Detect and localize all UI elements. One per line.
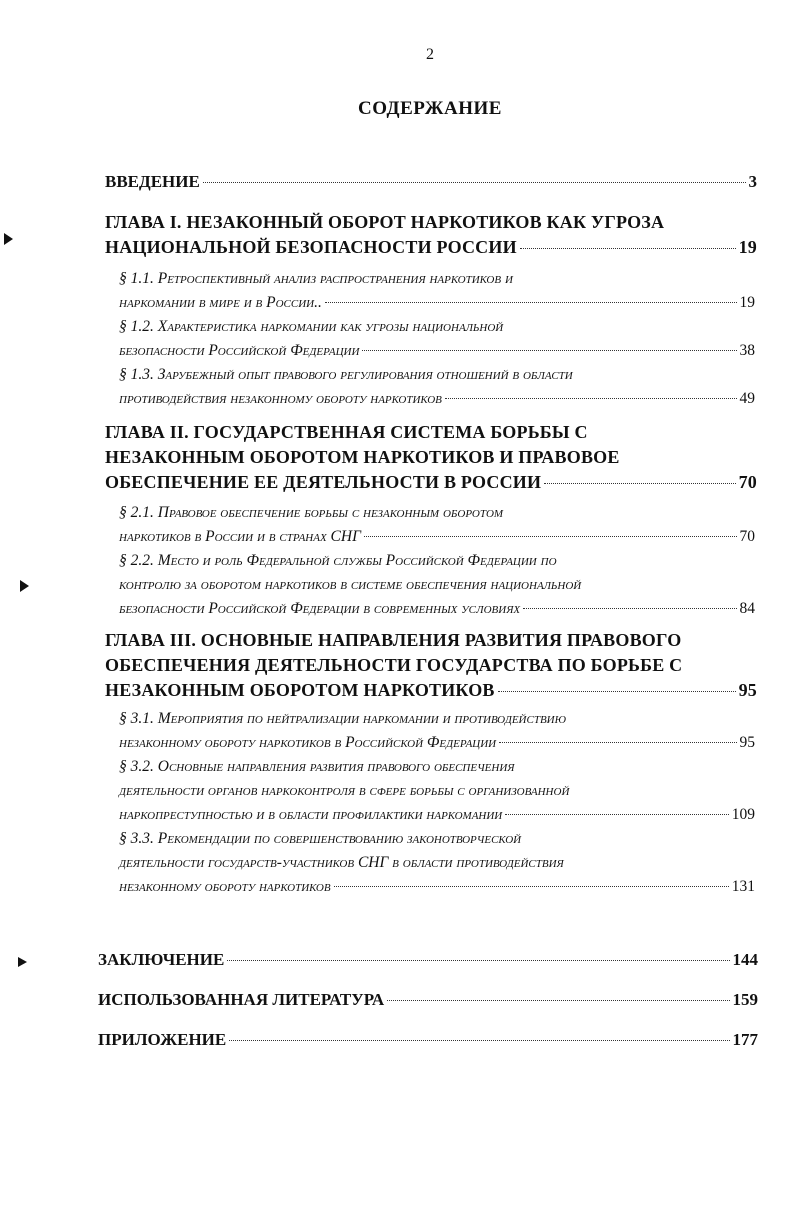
margin-mark bbox=[18, 957, 27, 967]
dot-leader bbox=[387, 1000, 729, 1001]
toc-entry-label: ВВЕДЕНИЕ bbox=[105, 172, 200, 191]
toc-entry-page: 131 bbox=[731, 878, 755, 895]
section-2-2-line-3: безопасности Российской Федерации в современных условиях bbox=[119, 600, 521, 617]
dot-leader bbox=[362, 350, 736, 351]
dot-leader bbox=[334, 886, 729, 887]
toc-entry-page: 3 bbox=[748, 172, 757, 191]
dot-leader bbox=[364, 536, 737, 537]
toc-entry-page: 95 bbox=[738, 680, 757, 700]
page-number: 2 bbox=[426, 46, 434, 63]
dot-leader bbox=[445, 398, 737, 399]
toc-entry-chapter-3 bbox=[105, 680, 757, 701]
section-3-2-line-3: наркопреступностью и в области профилактики наркомании bbox=[119, 806, 503, 823]
chapter-3-title-line-1: ГЛАВА III. ОСНОВНЫЕ НАПРАВЛЕНИЯ РАЗВИТИЯ ПРАВОВОГО bbox=[105, 630, 682, 650]
toc-entry-chapter-1 bbox=[105, 237, 757, 258]
dot-leader bbox=[499, 742, 736, 743]
toc-entry-page: 70 bbox=[738, 472, 757, 492]
section-2-2-line-1: § 2.2. Место и роль Федеральной службы Российской Федерации по bbox=[119, 552, 557, 569]
chapter-3-title-line-3: НЕЗАКОННЫМ ОБОРОТОМ НАРКОТИКОВ bbox=[105, 680, 495, 700]
dot-leader bbox=[498, 691, 736, 692]
toc-entry-section-1-1 bbox=[119, 294, 755, 312]
toc-entry-section-3-2 bbox=[119, 806, 755, 824]
toc-entry-label: ПРИЛОЖЕНИЕ bbox=[98, 1030, 227, 1049]
toc-entry-section-3-1 bbox=[119, 734, 755, 752]
toc-entry-chapter-2 bbox=[105, 472, 757, 493]
toc-entry-page: 70 bbox=[739, 528, 755, 545]
section-1-3-line-2: противодействия незаконному обороту наркотиков bbox=[119, 390, 442, 407]
toc-entry-section-1-3 bbox=[119, 390, 755, 408]
dot-leader bbox=[505, 814, 729, 815]
toc-entry-page: 144 bbox=[732, 950, 758, 969]
toc-entry-page: 159 bbox=[732, 990, 758, 1009]
chapter-1-title-line-2: НАЦИОНАЛЬНОЙ БЕЗОПАСНОСТИ РОССИИ bbox=[105, 237, 517, 257]
toc-entry-section-3-3 bbox=[119, 878, 755, 896]
section-1-1-line-2: наркомании в мире и в России.. bbox=[119, 294, 322, 311]
section-3-1-line-2: незаконному обороту наркотиков в Российской Федерации bbox=[119, 734, 497, 751]
chapter-1-title-line-1: ГЛАВА I. НЕЗАКОННЫЙ ОБОРОТ НАРКОТИКОВ КАК УГРОЗА bbox=[105, 212, 665, 232]
section-3-3-line-3: незаконному обороту наркотиков bbox=[119, 878, 331, 895]
toc-entry-section-2-1 bbox=[119, 528, 755, 546]
section-1-2-line-1: § 1.2. Характеристика наркомании как угрозы национальной bbox=[119, 318, 504, 335]
toc-entry-page: 177 bbox=[732, 1030, 758, 1049]
dot-leader bbox=[520, 248, 736, 249]
dot-leader bbox=[544, 483, 735, 484]
toc-entry-page: 19 bbox=[739, 294, 755, 311]
section-3-2-line-2: деятельности органов наркоконтроля в сфере борьбы с организованной bbox=[119, 782, 570, 799]
toc-entry-label: ЗАКЛЮЧЕНИЕ bbox=[98, 950, 225, 969]
toc-entry-page: 95 bbox=[739, 734, 755, 751]
toc-entry-section-2-2 bbox=[119, 600, 755, 618]
toc-entry-page: 19 bbox=[738, 237, 757, 257]
dot-leader bbox=[227, 960, 729, 961]
margin-mark bbox=[4, 233, 13, 245]
section-1-1-line-1: § 1.1. Ретроспективный анализ распространения наркотиков и bbox=[119, 270, 513, 287]
section-3-3-line-1: § 3.3. Рекомендации по совершенствованию законотворческой bbox=[119, 830, 522, 847]
toc-entry-page: 109 bbox=[731, 806, 755, 823]
toc-entry-page: 38 bbox=[739, 342, 755, 359]
toc-entry-section-1-2 bbox=[119, 342, 755, 360]
margin-mark bbox=[20, 580, 29, 592]
dot-leader bbox=[325, 302, 737, 303]
chapter-3-title-line-2: ОБЕСПЕЧЕНИЯ ДЕЯТЕЛЬНОСТИ ГОСУДАРСТВА ПО БОРЬБЕ С bbox=[105, 655, 683, 675]
toc-entry-literature bbox=[98, 990, 758, 1010]
dot-leader bbox=[203, 182, 746, 183]
chapter-2-title-line-2: НЕЗАКОННЫМ ОБОРОТОМ НАРКОТИКОВ И ПРАВОВОЕ bbox=[105, 447, 620, 467]
chapter-2-title-line-1: ГЛАВА II. ГОСУДАРСТВЕННАЯ СИСТЕМА БОРЬБЫ С bbox=[105, 422, 588, 442]
toc-entry-label: ИСПОЛЬЗОВАННАЯ ЛИТЕРАТУРА bbox=[98, 990, 385, 1009]
section-2-1-line-2: наркотиков в России и в странах СНГ bbox=[119, 528, 361, 545]
section-1-2-line-2: безопасности Российской Федерации bbox=[119, 342, 360, 359]
toc-entry-appendix bbox=[98, 1030, 758, 1050]
section-3-2-line-1: § 3.2. Основные направления развития правового обеспечения bbox=[119, 758, 515, 775]
dot-leader bbox=[523, 608, 736, 609]
toc-entry-conclusion bbox=[98, 950, 758, 970]
section-2-2-line-2: контролю за оборотом наркотиков в системе обеспечения национальной bbox=[119, 576, 582, 593]
dot-leader bbox=[229, 1040, 729, 1041]
chapter-2-title-line-3: ОБЕСПЕЧЕНИЕ ЕЕ ДЕЯТЕЛЬНОСТИ В РОССИИ bbox=[105, 472, 542, 492]
toc-entry-intro bbox=[105, 172, 757, 192]
toc-entry-page: 49 bbox=[739, 390, 755, 407]
section-2-1-line-1: § 2.1. Правовое обеспечение борьбы с незаконным оборотом bbox=[119, 504, 504, 521]
page-title: СОДЕРЖАНИЕ bbox=[358, 98, 502, 119]
section-3-3-line-2: деятельности государств-участников СНГ в области противодействия bbox=[119, 854, 564, 871]
section-1-3-line-1: § 1.3. Зарубежный опыт правового регулирования отношений в области bbox=[119, 366, 573, 383]
toc-entry-page: 84 bbox=[739, 600, 755, 617]
section-3-1-line-1: § 3.1. Мероприятия по нейтрализации наркомании и противодействию bbox=[119, 710, 566, 727]
